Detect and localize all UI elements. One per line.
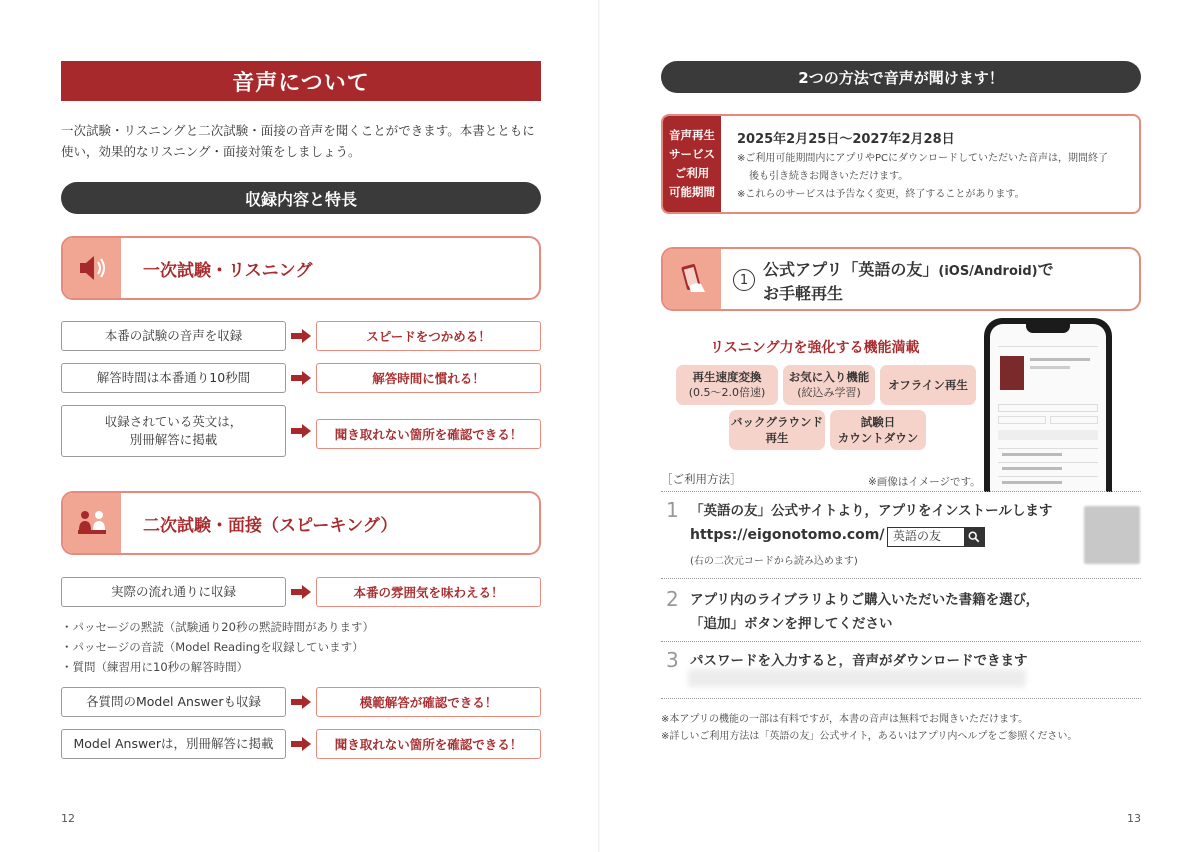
phone-mockup	[984, 318, 1112, 492]
feature-box: 各質問のModel Answerも収録	[61, 687, 286, 717]
feature-row	[61, 321, 541, 351]
bullet-item: ・質問（練習用に10秒の解答時間）	[61, 660, 249, 674]
function-tag	[729, 410, 825, 450]
function-tag-sub: カウントダウン	[837, 431, 919, 445]
speaker-icon	[63, 238, 121, 298]
divider	[661, 491, 1141, 492]
feature-box: 解答時間は本番通り10秒間	[61, 363, 286, 393]
arrow-right-icon	[291, 737, 311, 751]
divider	[661, 641, 1141, 642]
search-icon	[964, 528, 984, 546]
functions-heading: リスニング力を強化する機能満載	[710, 340, 920, 356]
feature-row	[61, 405, 541, 457]
step-text: 「英語の友」公式サイトより，アプリをインストールします	[690, 503, 1053, 519]
arrow-right-icon	[291, 424, 311, 438]
feature-result: 解答時間に慣れる！	[316, 363, 541, 393]
section-speaking	[61, 491, 541, 555]
feature-result: 聞き取れない箇所を確認できる！	[316, 729, 541, 759]
step-number: 3	[666, 648, 679, 672]
app-title-text: お手軽再生	[763, 284, 844, 303]
search-box-text: 英語の友	[893, 529, 942, 543]
section-title: 一次試験・リスニング	[143, 260, 313, 281]
feature-row	[61, 729, 541, 759]
feature-row	[61, 577, 541, 607]
features-heading: 収録内容と特長	[61, 182, 541, 214]
step-text: パスワードを入力すると，音声がダウンロードできます	[690, 653, 1028, 669]
function-tag-main: 試験日	[860, 415, 896, 429]
interview-icon	[63, 493, 121, 553]
method-number: 1	[733, 269, 755, 291]
app-title-text: で	[1037, 260, 1054, 279]
feature-result: 聞き取れない箇所を確認できる！	[316, 419, 541, 449]
step-number: 2	[666, 587, 679, 611]
search-box-illustration	[887, 527, 985, 547]
feature-box-line: 別冊解答に掲載	[129, 432, 218, 447]
website-url: https://eigonotomo.com/	[690, 527, 885, 543]
function-tag-main: オフライン再生	[888, 378, 968, 392]
feature-box: 実際の流れ通りに収録	[61, 577, 286, 607]
section-listening	[61, 236, 541, 300]
feature-result: 本番の雰囲気を味わえる！	[316, 577, 541, 607]
qr-note: (右の二次元コードから読み込めます)	[690, 556, 858, 567]
footnote: ※詳しいご利用方法は「英語の友」公式サイト，あるいはアプリ内ヘルプをご参照ください。	[661, 731, 1078, 742]
function-tag-sub: (絞込み学習)	[797, 386, 861, 399]
app-title-text: 公式アプリ「英語の友」	[763, 260, 939, 279]
section-title: 二次試験・面接（スピーキング）	[143, 515, 398, 536]
period-note: ※これらのサービスは予告なく変更，終了することがあります。	[737, 189, 1025, 200]
divider	[661, 698, 1141, 699]
function-tag-main: 再生速度変換	[692, 370, 762, 384]
phone-screen	[990, 324, 1106, 492]
period-box	[661, 114, 1141, 214]
function-tag	[783, 365, 875, 405]
period-label-line: 音声再生	[669, 128, 715, 142]
period-label-line: サービス	[669, 147, 715, 161]
feature-row	[61, 363, 541, 393]
qr-code-blurred	[1084, 506, 1140, 564]
period-label	[663, 116, 721, 212]
feature-row	[61, 687, 541, 717]
page-number: 13	[1127, 812, 1141, 825]
period-label-line: 可能期間	[669, 185, 715, 199]
feature-result: スピードをつかめる！	[316, 321, 541, 351]
function-tag	[830, 410, 926, 450]
page-title: 音声について	[61, 61, 541, 101]
feature-box	[61, 405, 286, 457]
period-dates: 2025年2月25日～2027年2月28日	[737, 132, 955, 147]
usage-label: ［ご利用方法］	[661, 472, 742, 486]
function-tag	[676, 365, 778, 405]
arrow-right-icon	[291, 371, 311, 385]
period-label-line: ご利用	[674, 166, 710, 180]
period-note: ※ご利用可能期間内にアプリやPCにダウンロードしていただいた音声は，期間終了	[737, 153, 1108, 164]
footnote: ※本アプリの機能の一部は有料ですが，本書の音声は無料でお聞きいただけます。	[661, 714, 1029, 725]
bullet-item: ・パッセージの音読（Model Readingを収録しています）	[61, 640, 364, 654]
step-text-line: アプリ内のライブラリよりご購入いただいた書籍を選び，	[690, 592, 1040, 608]
intro-text: 一次試験・リスニングと二次試験・面接の音声を聞くことができます。本書とともに使い，効果的なリスニング・面接対策をしましょう。	[61, 123, 535, 159]
function-tag-sub: (0.5～2.0倍速)	[688, 386, 766, 399]
step-text	[690, 588, 1039, 636]
password-blurred	[688, 669, 1026, 687]
app-title	[763, 259, 1054, 305]
app-title-platforms: (iOS/Android)	[938, 264, 1038, 279]
page-number: 12	[61, 812, 75, 825]
function-tag	[880, 365, 976, 405]
step-number: 1	[666, 498, 679, 522]
feature-box: 本番の試験の音声を収録	[61, 321, 286, 351]
right-page	[600, 0, 1200, 852]
arrow-right-icon	[291, 329, 311, 343]
image-note: ※画像はイメージです。	[868, 476, 981, 488]
arrow-right-icon	[291, 695, 311, 709]
bullet-item: ・パッセージの黙読（試験通り20秒の黙読時間があります）	[61, 620, 374, 634]
step-text-line: 「追加」ボタンを押してください	[690, 616, 893, 632]
function-tag-sub: 再生	[765, 431, 789, 445]
app-card	[661, 247, 1141, 311]
smartphone-hand-icon	[663, 249, 721, 309]
feature-box: Model Answerは，別冊解答に掲載	[61, 729, 286, 759]
divider	[661, 578, 1141, 579]
feature-result: 模範解答が確認できる！	[316, 687, 541, 717]
function-tag-main: お気に入り機能	[788, 370, 870, 384]
bullet-list	[61, 617, 541, 677]
period-note: 後も引き続きお聞きいただけます。	[749, 171, 909, 182]
function-tag-main: バックグラウンド	[731, 415, 823, 429]
feature-box-line: 収録されている英文は，	[104, 414, 243, 429]
methods-heading: 2つの方法で音声が聞けます！	[661, 61, 1141, 93]
arrow-right-icon	[291, 585, 311, 599]
phone-notch	[1026, 323, 1070, 333]
